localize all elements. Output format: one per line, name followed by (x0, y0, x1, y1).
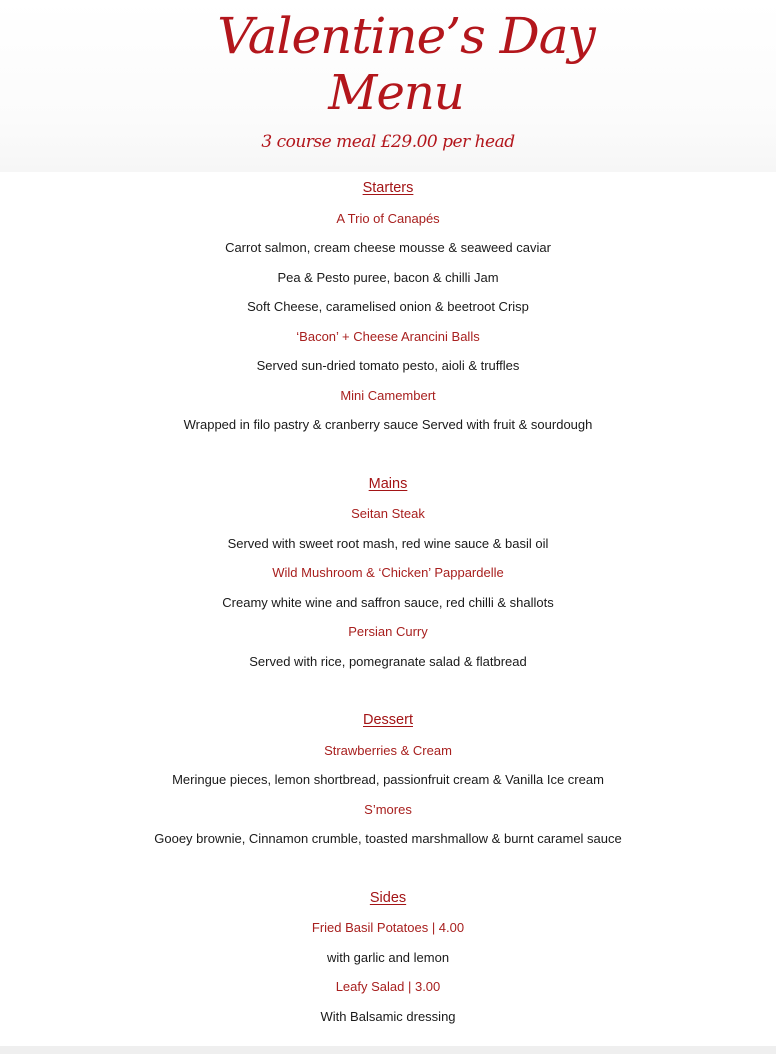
dish-name: Seitan Steak (351, 506, 425, 521)
dish-name: S’mores (364, 801, 412, 817)
dish-description: with garlic and lemon (326, 949, 450, 965)
price-subtitle: 3 course meal £29.00 per head (261, 132, 515, 152)
sides-list (0, 913, 776, 1031)
section-title-sides: Sides (369, 889, 407, 906)
dish-name: Wild Mushroom & ‘Chicken’ Pappardelle (272, 565, 504, 580)
dish-description: Served with sweet root mash, red wine sauce & basil oil (227, 535, 549, 551)
section-title-mains: Mains (368, 475, 408, 492)
section-title-starters: Starters (362, 180, 414, 196)
dish-name: ‘Bacon’ + Cheese Arancini Balls (296, 328, 480, 344)
section-dessert (0, 706, 776, 854)
section-spacer (0, 854, 776, 884)
dish-description: Soft Cheese, caramelised onion & beetroot Crisp (247, 299, 529, 314)
dish-description: Wrapped in filo pastry & cranberry sauce Served with fruit & sourdough (183, 417, 593, 432)
dish-description: Meringue pieces, lemon shortbread, passionfruit cream & Vanilla Ice cream (172, 772, 604, 787)
dish-name: A Trio of Canapés (336, 210, 440, 226)
dish-description: Carrot salmon, cream cheese mousse & seaweed caviar (225, 240, 551, 255)
menu-title: Valentine’s Day (217, 7, 595, 65)
dish-description: Served sun-dried tomato pesto, aioli & truffles (256, 358, 520, 373)
dish-name: Strawberries & Cream (324, 742, 452, 758)
dish-description: With Balsamic dressing (320, 1008, 456, 1024)
dessert-list (0, 736, 776, 854)
dish-name: Fried Basil Potatoes | 4.00 (311, 920, 465, 935)
section-title-dessert: Dessert (363, 712, 413, 728)
section-spacer (0, 440, 776, 470)
dish-description: Pea & Pesto puree, bacon & chilli Jam (277, 269, 499, 285)
dish-description: Served with rice, pomegranate salad & flatbread (249, 653, 527, 669)
bottom-band (0, 1046, 776, 1054)
dish-description: Creamy white wine and saffron sauce, red chilli & shallots (222, 594, 554, 610)
dish-name: Persian Curry (348, 624, 428, 639)
dish-description: Gooey brownie, Cinnamon crumble, toasted marshmallow & burnt caramel sauce (154, 831, 622, 846)
dish-name: Mini Camembert (340, 387, 436, 403)
menu-body (0, 174, 776, 1031)
starters-list (0, 204, 776, 440)
dish-name: Leafy Salad | 3.00 (335, 979, 441, 994)
section-sides (0, 884, 776, 1032)
menu-title-word: Menu (328, 65, 464, 121)
section-starters (0, 174, 776, 440)
section-mains (0, 470, 776, 677)
mains-list (0, 499, 776, 676)
section-spacer (0, 676, 776, 706)
